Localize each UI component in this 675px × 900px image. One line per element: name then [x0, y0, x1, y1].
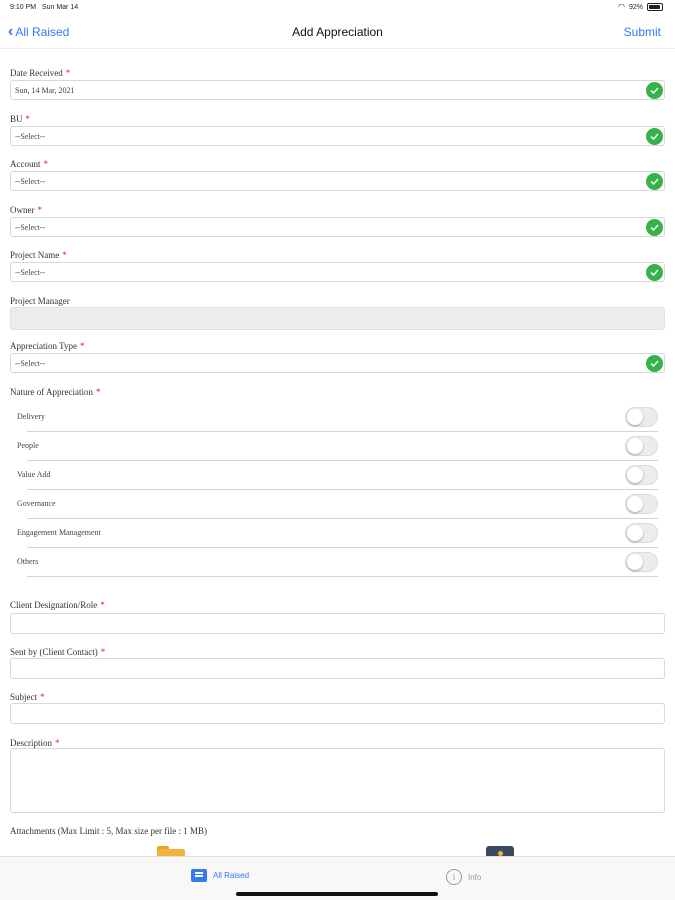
tab-info[interactable] — [446, 869, 481, 885]
sent-by-label-text: Sent by (Client Contact) — [10, 647, 98, 657]
appreciation-type-select[interactable] — [10, 353, 665, 373]
page-title: Add Appreciation — [292, 25, 383, 39]
description-label — [10, 738, 60, 748]
client-designation-label — [10, 600, 105, 610]
value-add-toggle[interactable] — [625, 465, 658, 485]
project-name-label-text: Project Name — [10, 250, 60, 260]
sent-by-input[interactable] — [10, 658, 665, 679]
account-label — [10, 159, 48, 169]
battery-level — [649, 5, 660, 9]
description-textarea[interactable] — [10, 748, 665, 813]
project-name-value: --Select-- — [15, 268, 46, 277]
list-icon — [191, 869, 207, 882]
subject-input[interactable] — [10, 703, 665, 724]
delivery-toggle[interactable] — [625, 407, 658, 427]
client-designation-input[interactable] — [10, 613, 665, 634]
engagement-management-toggle[interactable] — [625, 523, 658, 543]
folder-body — [157, 849, 185, 856]
battery-percent: 92% — [628, 3, 643, 11]
project-manager-label — [10, 296, 70, 306]
attachments-label: Attachments (Max Limit : 5, Max size per file : 1 MB) — [10, 826, 207, 836]
bu-select[interactable] — [10, 126, 665, 146]
required-marker: * — [65, 68, 71, 78]
toggle-row-value-add — [10, 461, 665, 490]
chevron-left-icon: ‹ — [8, 23, 14, 40]
nav-divider — [0, 48, 675, 49]
toggle-label: Others — [17, 557, 39, 566]
toggle-label: People — [17, 441, 39, 450]
row-divider — [27, 576, 658, 577]
bu-value: --Select-- — [15, 132, 46, 141]
bu-label-text: BU — [10, 114, 23, 124]
toggle-row-delivery — [10, 403, 665, 432]
required-marker: * — [25, 114, 31, 124]
checkmark-icon — [646, 355, 663, 372]
checkmark-icon — [646, 128, 663, 145]
status-indicators — [618, 3, 663, 11]
people-toggle[interactable] — [625, 436, 658, 456]
toggle-knob — [627, 409, 643, 425]
checkmark-icon — [646, 264, 663, 281]
required-marker: * — [100, 647, 106, 657]
description-label-text: Description — [10, 738, 52, 748]
required-marker: * — [37, 205, 42, 215]
status-time: 9:10 PM — [10, 4, 37, 11]
info-icon: i — [446, 869, 462, 885]
owner-label-text: Owner — [10, 205, 35, 215]
appreciation-type-value: --Select-- — [15, 359, 46, 368]
nature-label-text: Nature of Appreciation — [10, 387, 93, 397]
toggle-knob — [627, 438, 643, 454]
nature-of-appreciation-label — [10, 387, 100, 397]
toggle-knob — [627, 467, 643, 483]
required-marker: * — [95, 387, 101, 397]
toggle-row-engagement-management — [10, 519, 665, 548]
status-time-date — [10, 4, 78, 11]
checkmark-icon — [646, 173, 663, 190]
navigation-bar — [0, 18, 675, 48]
owner-select[interactable] — [10, 217, 665, 237]
project-manager-label-text: Project Manager — [10, 296, 70, 306]
required-marker: * — [43, 159, 48, 169]
governance-toggle[interactable] — [625, 494, 658, 514]
home-indicator — [236, 892, 438, 896]
toggle-knob — [627, 525, 643, 541]
owner-label — [10, 205, 42, 215]
tab-all-raised[interactable] — [191, 869, 249, 882]
checkmark-icon — [646, 219, 663, 236]
toggle-row-people — [10, 432, 665, 461]
toggle-row-governance — [10, 490, 665, 519]
battery-icon — [647, 3, 663, 11]
back-button-label: All Raised — [15, 25, 70, 39]
date-received-label — [10, 68, 70, 78]
toggle-label: Delivery — [17, 412, 45, 421]
folder-icon[interactable] — [157, 846, 185, 856]
required-marker: * — [79, 341, 85, 351]
toggle-label: Engagement Management — [17, 528, 101, 537]
required-marker: * — [62, 250, 67, 260]
status-date: Sun Mar 14 — [41, 4, 79, 11]
appreciation-type-label-text: Appreciation Type — [10, 341, 77, 351]
subject-label-text: Subject — [10, 692, 37, 702]
account-select[interactable] — [10, 171, 665, 191]
account-label-text: Account — [10, 159, 41, 169]
status-bar — [0, 0, 675, 16]
subject-label — [10, 692, 45, 702]
appreciation-form[interactable] — [0, 50, 675, 856]
client-designation-label-text: Client Designation/Role — [10, 600, 98, 610]
project-name-select[interactable] — [10, 262, 665, 282]
required-marker: * — [40, 692, 45, 702]
tab-info-label: Info — [468, 872, 482, 882]
toggle-knob — [627, 554, 643, 570]
sent-by-label — [10, 647, 105, 657]
toggle-label: Governance — [17, 499, 56, 508]
appreciation-type-label — [10, 341, 84, 351]
submit-button[interactable]: Submit — [623, 25, 661, 39]
required-marker: * — [100, 600, 105, 610]
checkmark-icon — [646, 82, 663, 99]
required-marker: * — [55, 738, 60, 748]
project-manager-field — [10, 307, 665, 330]
project-name-label — [10, 250, 67, 260]
wifi-icon: ◠ — [618, 2, 625, 11]
account-value: --Select-- — [15, 177, 46, 186]
date-received-value: Sun, 14 Mar, 2021 — [15, 86, 75, 95]
document-icon[interactable] — [486, 846, 514, 856]
date-received-label-text: Date Received — [10, 68, 63, 78]
others-toggle[interactable] — [625, 552, 658, 572]
bu-label — [10, 114, 30, 124]
toggle-row-others — [10, 548, 665, 577]
toggle-label: Value Add — [17, 470, 51, 479]
toggle-knob — [627, 496, 643, 512]
date-received-field[interactable] — [10, 80, 665, 100]
tab-all-raised-label: All Raised — [213, 871, 250, 880]
owner-value: --Select-- — [15, 223, 46, 232]
